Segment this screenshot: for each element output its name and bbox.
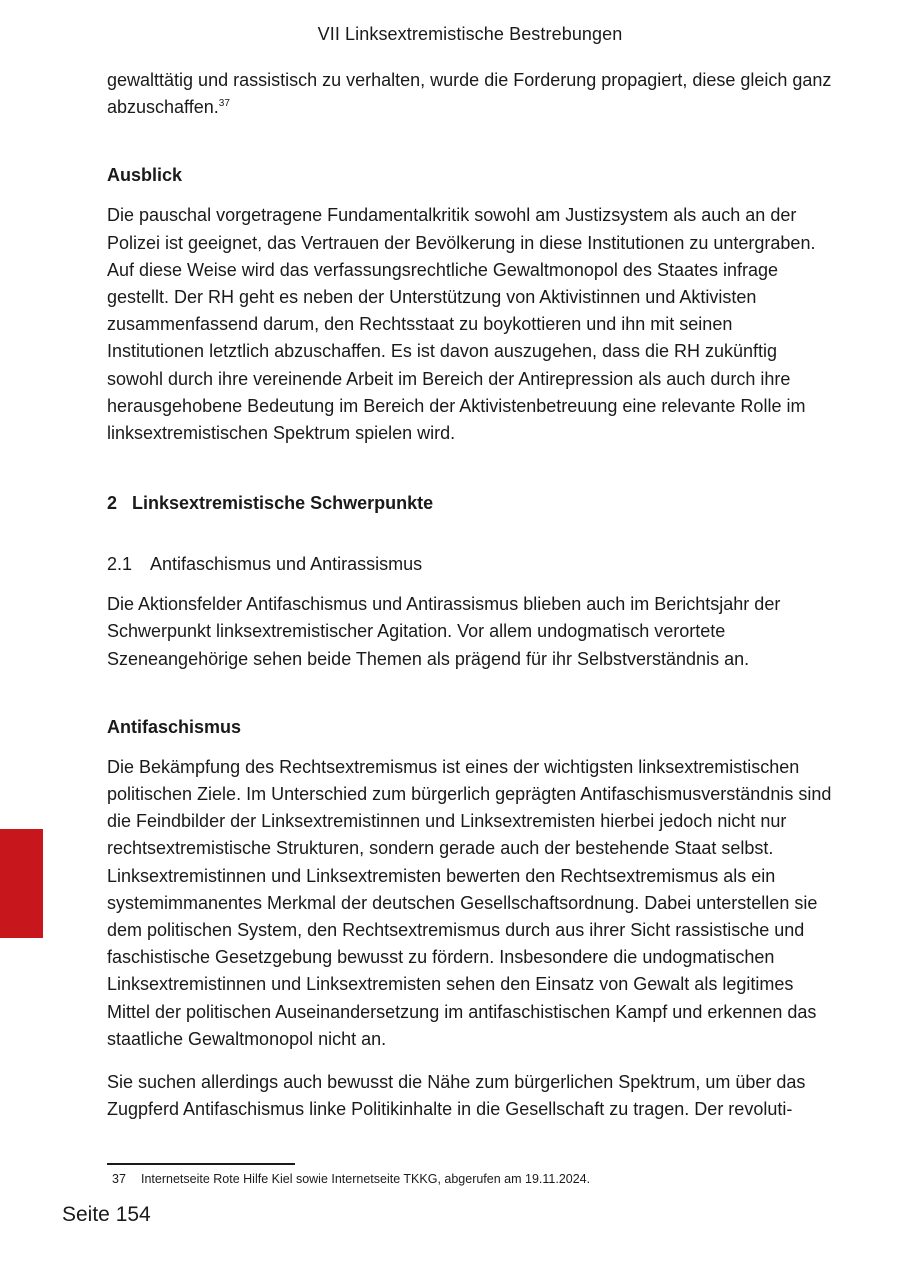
antifaschismus-paragraph-2: Sie suchen allerdings auch bewusst die Nähe zum bürgerlichen Spektrum, um über das Zugpferd Antifaschismus linke Politikinhalte in die Gesellschaft zu tragen. Der revoluti- xyxy=(107,1072,806,1120)
subsection-title: Antifaschismus und Antirassismus xyxy=(150,554,423,575)
antifaschismus-heading: Antifaschismus xyxy=(107,716,242,737)
footnote-reference[interactable]: 37 xyxy=(218,98,230,110)
ausblick-heading: Ausblick xyxy=(107,165,183,186)
subsection-number: 2.1 xyxy=(107,554,133,575)
footnote-number: 37 xyxy=(112,1172,126,1186)
footnote-text: Internetseite Rote Hilfe Kiel sowie Internetseite TKKG, abgerufen am 19.11.2024. xyxy=(141,1172,591,1186)
intro-text: gewalttätig und rassistisch zu verhalten, wurde die Forderung propagiert, diese gleich ganz abzuschaffen. xyxy=(107,70,832,118)
section-number: 2 xyxy=(107,493,118,514)
antifaschismus-paragraph-1: Die Bekämpfung des Rechtsextremismus ist eines der wichtigsten linksextremistischen politischen Ziele. Im Unterschied zum bürgerlich geprägten Antifaschismusverständnis sind die Feindbilder der Linksextremistinnen und Linksextremisten hierbei jedoch nicht nur rechtsextremistische Strukturen, sondern gerade auch der bestehende Staat selbst. Linksextremistinnen und Linksextremisten bewerten den Rechtsextremismus als ein systemimmanentes Merkmal der deutschen Gesellschaftsordnung. Dabei unterstellen sie dem politischen System, den Rechtsextremismus durch aus ihrer Sicht rassistische und faschistische Gesetzgebung bewusst zu fördern. Insbesondere die undogmatischen Linksextremistinnen und Linksextremisten sehen den Einsatz von Gewalt als legitimes Mittel der politischen Auseinandersetzung im antifaschistischen Kampf und erkennen das staatliche Gewaltmonopol nicht an. xyxy=(107,756,832,1049)
footnote xyxy=(112,1172,590,1186)
chapter-title: VII Linksextremistische Bestrebungen xyxy=(317,24,623,44)
section-title: Linksextremistische Schwerpunkte xyxy=(132,493,434,514)
page-content xyxy=(107,67,832,1123)
section-heading xyxy=(107,490,832,517)
footnote-divider xyxy=(107,1163,295,1165)
chapter-color-tab xyxy=(0,829,43,938)
subsection-paragraph: Die Aktionsfelder Antifaschismus und Antirassismus blieben auch im Berichtsjahr der Schwerpunkt linksextremistischer Agitation. Vor allem undogmatisch verortete Szeneangehörige sehen beide Themen als prägend für ihr Selbstverständnis an. xyxy=(107,594,781,669)
subsection-heading xyxy=(107,551,832,578)
ausblick-paragraph: Die pauschal vorgetragene Fundamentalkritik sowohl am Justizsystem als auch an der Polizei ist geeignet, das Vertrauen der Bevölkerung in diese Institutionen zu untergraben. Auf diese Weise wird das verfassungsrechtliche Gewaltmonopol des Staates infrage gestellt. Der RH geht es neben der Unterstützung von Aktivistinnen und Aktivisten zusammenfassend darum, den Rechtsstaat zu boykottieren und ihn mit seinen Institutionen letztlich abzuschaffen. Es ist davon auszugehen, dass die RH zukünftig sowohl durch ihre vereinende Arbeit im Bereich der Antirepression als auch durch ihre herausgehobene Bedeutung im Bereich der Aktivistenbetreuung eine relevante Rolle im linksextremistischen Spektrum spielen wird. xyxy=(107,205,816,444)
page-number: Seite 154 xyxy=(62,1203,151,1226)
chapter-header xyxy=(0,24,900,45)
intro-paragraph xyxy=(107,67,832,121)
